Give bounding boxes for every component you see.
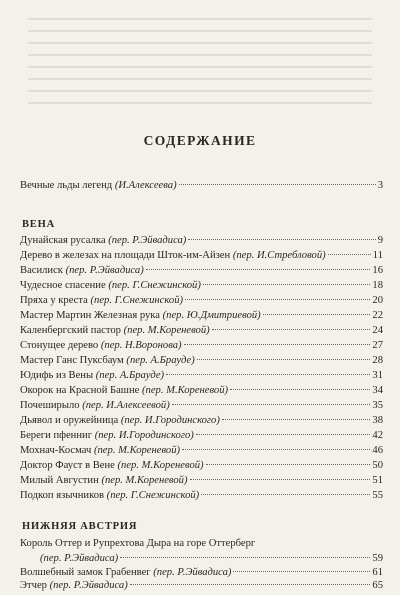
entry-title: Дунайская русалка xyxy=(20,235,106,246)
dot-leader xyxy=(212,329,371,330)
toc-entry xyxy=(20,340,383,355)
entry-translator: (пер. Г.Снежинской) xyxy=(90,295,184,306)
entry-title: Окорок на Красной Башне xyxy=(20,385,140,396)
entry-title: Пряха у креста xyxy=(20,295,88,306)
dot-leader xyxy=(185,299,370,300)
entry-page: 55 xyxy=(372,490,383,501)
toc-entry xyxy=(20,265,383,280)
entry-translator: (И.Алексеева) xyxy=(114,180,177,191)
entry-page: 59 xyxy=(372,553,383,564)
toc-entry xyxy=(20,400,383,415)
entry-page: 38 xyxy=(372,415,383,426)
entry-translator: (пер. И.Городинского) xyxy=(94,430,194,441)
dot-leader xyxy=(328,254,371,255)
entry-translator: (пер. Ю.Дмитриевой) xyxy=(162,310,261,321)
entry-translator: (пер. М.Кореневой) xyxy=(93,445,181,456)
entry-title: Вечные льды легенд xyxy=(20,180,113,191)
entry-translator: (пер. Р.Эйвадиса) xyxy=(40,553,119,564)
entry-translator: (пер. Г.Снежинской) xyxy=(108,280,201,291)
dot-leader xyxy=(201,494,370,495)
entry-title: Каленбергский пастор xyxy=(20,325,121,336)
toc-entry xyxy=(20,475,383,490)
entry-translator: (пер. М.Кореневой) xyxy=(123,325,210,336)
toc-entry xyxy=(20,385,383,400)
dot-leader xyxy=(146,269,371,270)
entry-page: 28 xyxy=(372,355,383,366)
entry-title: Мастер Мартин Железная рука xyxy=(20,310,160,321)
entry-translator: (пер. И.Городинского) xyxy=(120,415,220,426)
toc-entry xyxy=(20,415,383,430)
toc-entry xyxy=(20,460,383,475)
entry-translator: (пер. Н.Воронова) xyxy=(100,340,182,351)
dot-leader xyxy=(120,557,370,558)
entry-translator: (пер. И.Алексеевой) xyxy=(82,400,170,411)
dot-leader xyxy=(188,239,375,240)
entry-title: Почеширыло xyxy=(20,400,80,411)
entry-title: Юдифь из Вены xyxy=(20,370,94,381)
entry-translator: (пер. Р.Эйвадиса) xyxy=(153,567,232,578)
entry-page: 50 xyxy=(372,460,383,471)
entry-page: 9 xyxy=(377,235,383,246)
toc-entry xyxy=(20,250,383,265)
entry-title: Мастер Ганс Пуксбаум xyxy=(20,355,124,366)
toc-entry xyxy=(20,370,383,385)
dot-leader xyxy=(203,284,371,285)
toc-entry xyxy=(20,490,383,505)
toc-entry xyxy=(20,325,383,340)
entry-page: 24 xyxy=(372,325,383,336)
entry-page: 65 xyxy=(372,580,383,591)
dot-leader xyxy=(206,464,371,465)
entry-title: Дьявол и оружейница xyxy=(20,415,119,426)
entry-title: Доктор Фауст в Вене xyxy=(20,460,115,471)
entry-title: Волшебный замок Грабенвег xyxy=(20,567,151,578)
dot-leader xyxy=(179,184,376,185)
dot-leader xyxy=(197,359,371,360)
toc-entry xyxy=(20,280,383,295)
toc-entry xyxy=(20,580,383,595)
entry-page: 34 xyxy=(372,385,383,396)
entry-translator: (пер. А.Брауде) xyxy=(95,370,165,381)
entry-title: Подкоп язычников xyxy=(20,490,105,501)
entry-title: Король Оттер и Рупрехтова Дыра на горе Оттерберг xyxy=(20,538,256,549)
entry-page: 61 xyxy=(372,567,383,578)
entry-page: 11 xyxy=(372,250,383,261)
dot-leader xyxy=(190,479,371,480)
entry-page: 42 xyxy=(372,430,383,441)
dot-leader xyxy=(130,584,371,585)
entry-page: 22 xyxy=(372,310,383,321)
dot-leader xyxy=(184,344,371,345)
dot-leader xyxy=(263,314,371,315)
entry-translator: (пер. Р.Эйвадиса) xyxy=(108,235,187,246)
entry-page: 51 xyxy=(372,475,383,486)
toc-entry xyxy=(20,235,383,250)
entry-title: Милый Августин xyxy=(20,475,99,486)
entry-translator: (пер. М.Кореневой) xyxy=(117,460,204,471)
entry-page: 18 xyxy=(372,280,383,291)
toc-entry-continuation xyxy=(20,553,383,568)
toc-entry xyxy=(20,295,383,310)
entry-page: 20 xyxy=(372,295,383,306)
section-heading-vienna: ВЕНА xyxy=(22,219,55,230)
entry-page: 46 xyxy=(372,445,383,456)
toc-entry xyxy=(20,310,383,325)
entry-translator: (пер. Р.Эйвадиса) xyxy=(49,580,128,591)
dot-leader xyxy=(222,419,371,420)
dot-leader xyxy=(196,434,371,435)
page-title: СОДЕРЖАНИЕ xyxy=(143,133,257,148)
toc-entry xyxy=(20,355,383,370)
entry-translator: (пер. М.Кореневой) xyxy=(101,475,188,486)
toc-entry-intro xyxy=(20,180,383,195)
toc-entry xyxy=(20,430,383,445)
toc-entry xyxy=(20,445,383,460)
entry-page: 27 xyxy=(372,340,383,351)
entry-title: Василиск xyxy=(20,265,63,276)
entry-translator: (пер. И.Стребловой) xyxy=(232,250,326,261)
dot-leader xyxy=(230,389,370,390)
entry-title: Стонущее дерево xyxy=(20,340,99,351)
entry-translator: (пер. М.Кореневой) xyxy=(142,385,229,396)
entry-page: 3 xyxy=(377,180,383,191)
entry-translator: (пер. Р.Эйвадиса) xyxy=(65,265,144,276)
dot-leader xyxy=(233,571,370,572)
entry-title: Дерево в железах на площади Шток-им-Айзен xyxy=(20,250,231,261)
entry-page: 35 xyxy=(372,400,383,411)
entry-page: 16 xyxy=(372,265,383,276)
entry-title: Чудесное спасение xyxy=(20,280,106,291)
toc-entry-title-line xyxy=(20,538,383,553)
entry-page: 31 xyxy=(372,370,383,381)
dot-leader xyxy=(172,404,371,405)
entry-title: Береги пфенниг xyxy=(20,430,93,441)
dot-leader xyxy=(166,374,370,375)
entry-title: Этчер xyxy=(20,580,47,591)
dot-leader xyxy=(182,449,370,450)
section-heading-lower-austria: НИЖНЯЯ АВСТРИЯ xyxy=(22,521,138,532)
entry-title: Мохнач-Космач xyxy=(20,445,92,456)
entry-translator: (пер. Г.Снежинской) xyxy=(106,490,200,501)
entry-translator: (пер. А.Брауде) xyxy=(126,355,195,366)
